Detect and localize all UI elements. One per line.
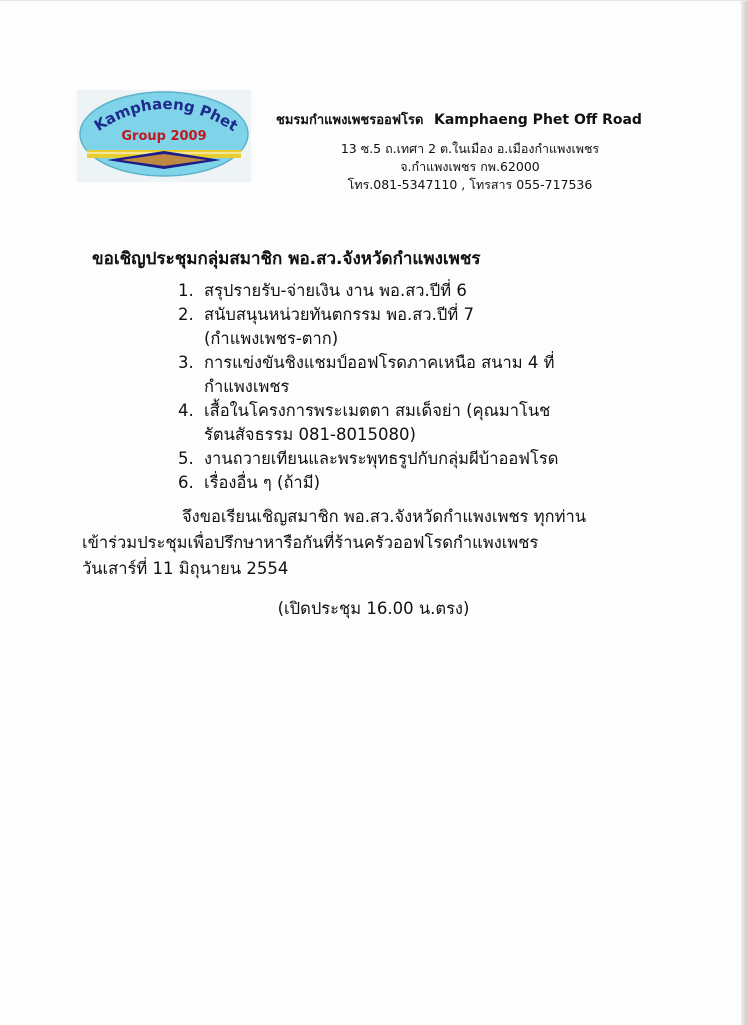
invitation-paragraph — [82, 504, 682, 582]
agenda-number: 2. — [178, 305, 194, 324]
invitation-date: วันเสาร์ที่ 11 มิถุนายน 2554 — [82, 559, 289, 578]
agenda-text-continued: (กำแพงเพชร-ตาก) — [204, 329, 339, 348]
agenda-item — [178, 303, 658, 351]
agenda-number: 6. — [178, 473, 194, 492]
org-name — [276, 109, 676, 130]
agenda-text: งานถวายเทียนและพระพุทธรูปกับกลุ่มผีบ้าออฟโรด — [204, 449, 559, 468]
invitation-line: จึงขอเรียนเชิญสมาชิก พอ.สว.จังหวัดกำแพงเพชร ทุกท่าน — [182, 507, 587, 526]
address-line: 13 ซ.5 ถ.เทศา 2 ต.ในเมือง อ.เมืองกำแพงเพชร — [340, 141, 600, 156]
logo-arc-text: Kamphaeng Phet — [90, 94, 241, 136]
agenda-number: 1. — [178, 281, 194, 300]
agenda-text: เรื่องอื่น ๆ (ถ้ามี) — [204, 473, 321, 492]
agenda-item — [178, 279, 658, 303]
org-name-thai: ชมรมกำแพงเพชรออฟโรด — [276, 113, 424, 128]
agenda-text: เสื้อในโครงการพระเมตตา สมเด็จย่า (คุณมาโนช — [204, 401, 551, 420]
agenda-item — [178, 399, 658, 447]
org-name-english: Kamphaeng Phet Off Road — [434, 112, 642, 128]
agenda-number: 4. — [178, 401, 194, 420]
group-logo — [77, 90, 251, 182]
agenda-text: สนับสนุนหน่วยทันตกรรม พอ.สว.ปีที่ 7 — [204, 305, 474, 324]
meeting-heading: ขอเชิญประชุมกลุ่มสมาชิก พอ.สว.จังหวัดกำแพงเพชร — [92, 249, 481, 269]
agenda-number: 5. — [178, 449, 194, 468]
contact-numbers: โทร.081-5347110 , โทรสาร 055-717536 — [347, 177, 593, 192]
agenda-text: การแข่งขันชิงแชมป์ออฟโรดภาคเหนือ สนาม 4 ที่ — [204, 353, 555, 372]
agenda-text-continued: รัตนสัจธรรม 081-8015080) — [204, 425, 416, 444]
agenda-text-continued: กำแพงเพชร — [204, 377, 290, 396]
logo-group-text: Group 2009 — [121, 129, 207, 144]
opening-time: (เปิดประชุม 16.00 น.ตรง) — [277, 599, 470, 618]
agenda-text: สรุปรายรับ-จ่ายเงิน งาน พอ.สว.ปีที่ 6 — [204, 281, 467, 300]
agenda-item — [178, 471, 658, 495]
agenda-item — [178, 447, 658, 471]
address-province: จ.กำแพงเพชร กพ.62000 — [400, 159, 540, 174]
agenda-item — [178, 351, 658, 399]
invitation-line: เข้าร่วมประชุมเพื่อปรึกษาหารือกันที่ร้านครัวออฟโรดกำแพงเพชร — [82, 533, 539, 552]
page-edge — [741, 1, 747, 1025]
agenda-list — [178, 279, 658, 495]
agenda-number: 3. — [178, 353, 194, 372]
